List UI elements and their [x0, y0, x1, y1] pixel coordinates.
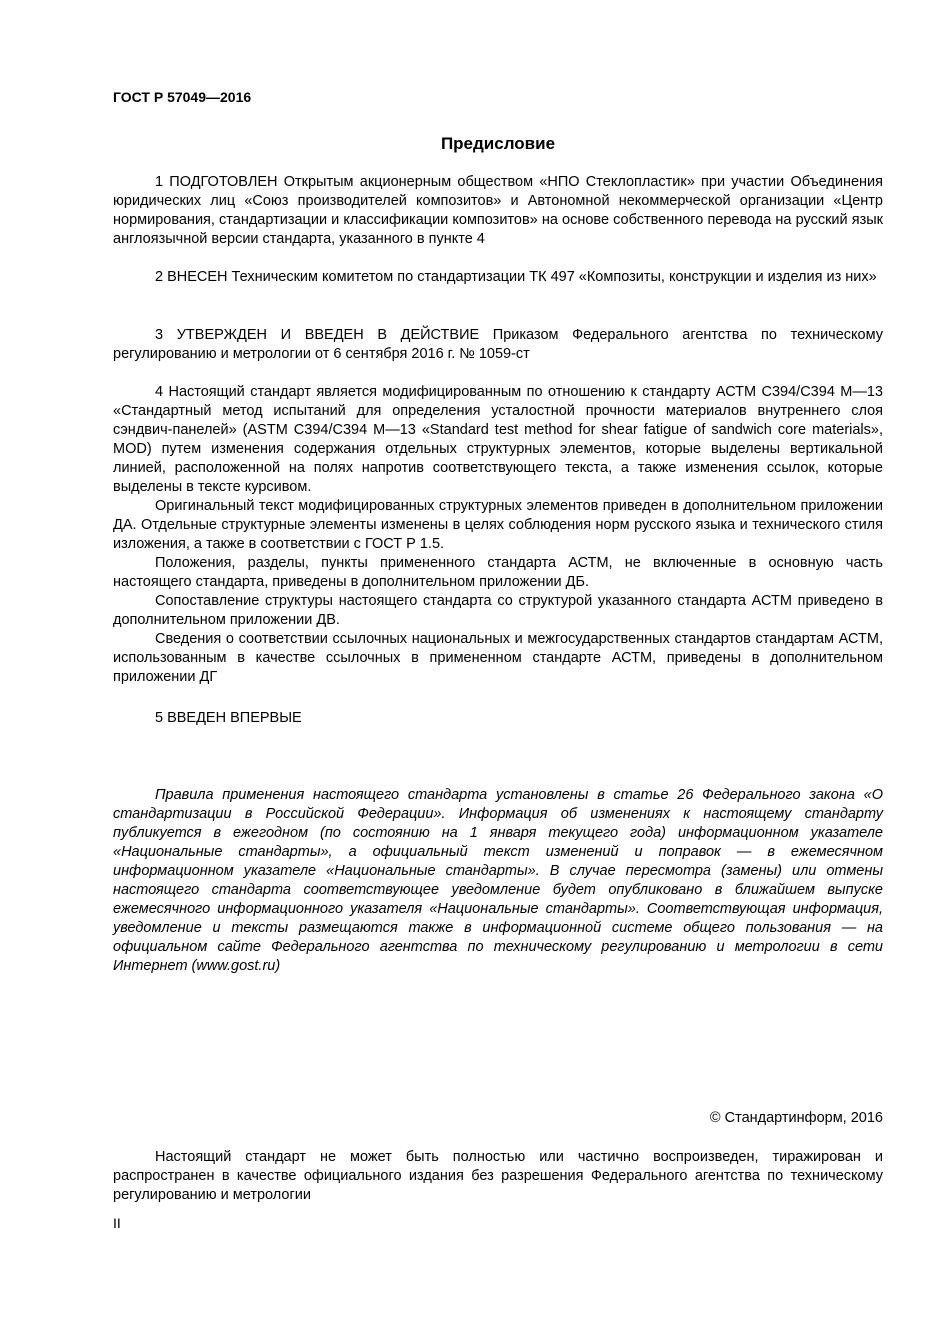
section-first-introduced — [113, 709, 883, 728]
section-modified-standard — [113, 383, 883, 687]
paragraph: 1 ПОДГОТОВЛЕН Открытым акционерным обществом «НПО Стеклопластик» при участии Объединения юридических лиц «Союз производителей композитов» и Автономной некоммерческой организации «Центр нормирования, стандартизации и классификации композитов» на основе собственного перевода на русский язык англоязычной версии стандарта, указанного в пункте 4 — [113, 174, 883, 247]
paragraph: Правила применения настоящего стандарта установлены в статье 26 Федерального закона «О стандартизации в Российской Федерации». Информация об изменениях к настоящему стандарту публикуется в ежегодном (по состоянию на 1 января текущего года) информационном указателе «Национальные стандарты», а официальный текст изменений и поправок — в ежемесячном информационном указателе «Национальные стандарты». В случае пересмотра (замены) или отмены настоящего стандарта соответствующее уведомление будет опубликовано в ближайшем выпуске ежемесячного информационного указателя «Национальные стандарты». Соответствующая информация, уведомление и тексты размещаются также в информационной системе общего пользования — на официальном сайте Федерального агентства по техническому регулированию и метрологии в сети Интернет (www.gost.ru) — [113, 787, 883, 974]
page-number: II — [113, 1215, 121, 1231]
paragraph: 5 ВВЕДЕН ВПЕРВЫЕ — [155, 710, 302, 726]
paragraph: 2 ВНЕСЕН Техническим комитетом по стандартизации ТК 497 «Композиты, конструкции и изделия из них» — [155, 269, 877, 285]
document-id: ГОСТ Р 57049—2016 — [113, 89, 252, 105]
paragraph: 3 УТВЕРЖДЕН И ВВЕДЕН В ДЕЙСТВИЕ Приказом Федерального агентства по техническому регулированию и метрологии от 6 сентября 2016 г. № 1059-ст — [113, 327, 883, 362]
reproduction-notice — [113, 1148, 883, 1205]
rules-notice — [113, 786, 883, 976]
section-submitted — [113, 268, 883, 287]
page-title: Предисловие — [440, 134, 556, 153]
paragraph: Оригинальный текст модифицированных структурных элементов приведен в дополнительном приложении ДА. Отдельные структурные элементы изменены в целях соблюдения норм русского языка и технического стиля изложения, а также в соответствии с ГОСТ Р 1.5. — [113, 498, 883, 552]
section-approved — [113, 326, 883, 364]
paragraph: Сопоставление структуры настоящего стандарта со структурой указанного стандарта АСТМ приведено в дополнительном приложении ДВ. — [113, 593, 883, 628]
paragraph: Положения, разделы, пункты примененного стандарта АСТМ, не включенные в основную часть настоящего стандарта, приведены в дополнительном приложении ДБ. — [113, 555, 883, 590]
paragraph: Сведения о соответствии ссылочных национальных и межгосударственных стандартов стандартам АСТМ, использованным в качестве ссылочных в примененном стандарте АСТМ, приведены в дополнительном приложении ДГ — [113, 631, 883, 685]
section-prepared — [113, 173, 883, 249]
paragraph: 4 Настоящий стандарт является модифицированным по отношению к стандарту АСТМ С394/С394 М—13 «Стандартный метод испытаний для определения усталостной прочности материалов внутреннего слоя сэндвич-панелей» (ASTM С394/С394 М—13 «Standard test method for shear fatigue of sandwich core materials», MOD) путем изменения содержания отдельных структурных элементов, которые выделены вертикальной линией, расположенной на полях напротив соответствующего текста, а также изменения ссылок, которые выделены в тексте курсивом. — [113, 384, 883, 495]
copyright: © Стандартинформ, 2016 — [709, 1110, 883, 1126]
paragraph: Настоящий стандарт не может быть полностью или частично воспроизведен, тиражирован и распространен в качестве официального издания без разрешения Федерального агентства по техническому регулированию и метрологии — [113, 1149, 883, 1203]
